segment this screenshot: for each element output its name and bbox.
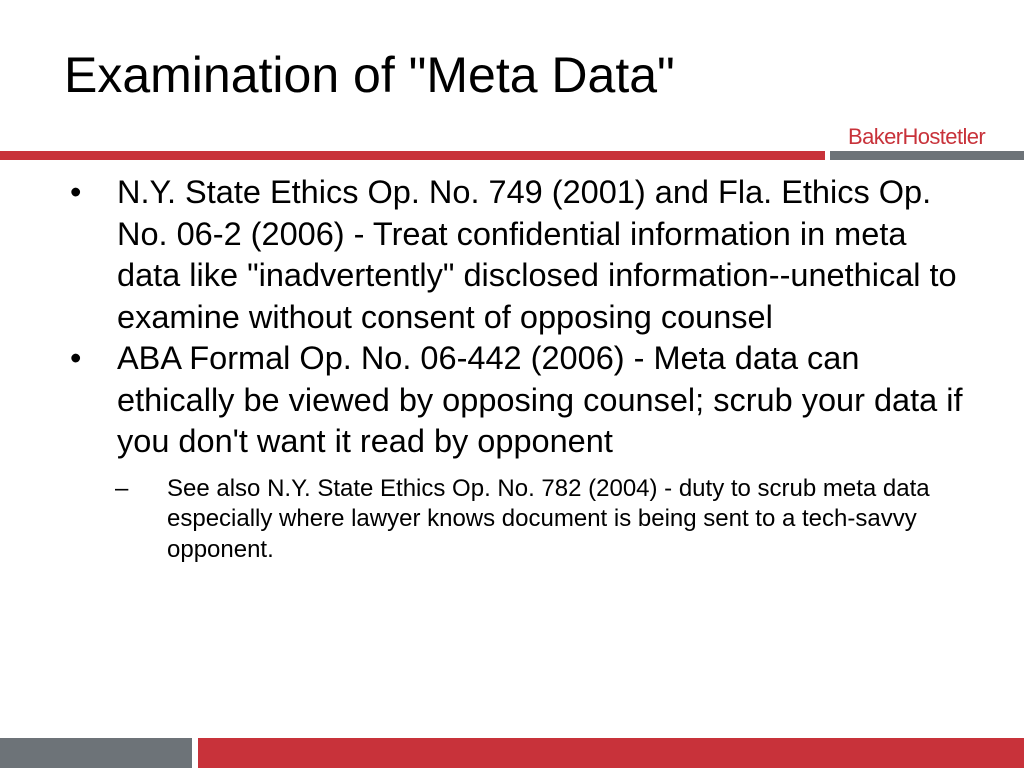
bullet-item — [64, 338, 964, 463]
bullet-item — [64, 172, 964, 338]
bullet-text: ABA Formal Op. No. 06-442 (2006) - Meta data can ethically be viewed by opposing counsel; scrub your data if you don't want it read by opponent — [117, 340, 963, 459]
bottom-bar-gray — [0, 738, 192, 768]
slide-body — [64, 172, 964, 565]
sub-bullet-text: See also N.Y. State Ethics Op. No. 782 (2004) - duty to scrub meta data especially where lawyer knows document is being sent to a tech-savvy opponent. — [167, 474, 930, 563]
top-divider-red — [0, 151, 825, 160]
sub-bullet-item — [64, 474, 939, 566]
bottom-bar-red — [198, 738, 1024, 768]
top-divider-gray — [830, 151, 1024, 160]
bullet-text: N.Y. State Ethics Op. No. 749 (2001) and Fla. Ethics Op. No. 06-2 (2006) - Treat confidential information in meta data like "inadvertently" disclosed information--unethical to examine without consent of opposing counsel — [117, 174, 957, 335]
bakerhostetler-logo: BakerHostetler — [848, 124, 986, 149]
slide-title: Examination of "Meta Data" — [64, 47, 675, 103]
bullet-marker: • — [70, 174, 82, 210]
bullet-marker: • — [70, 340, 82, 376]
sub-bullet-marker: – — [115, 474, 129, 502]
